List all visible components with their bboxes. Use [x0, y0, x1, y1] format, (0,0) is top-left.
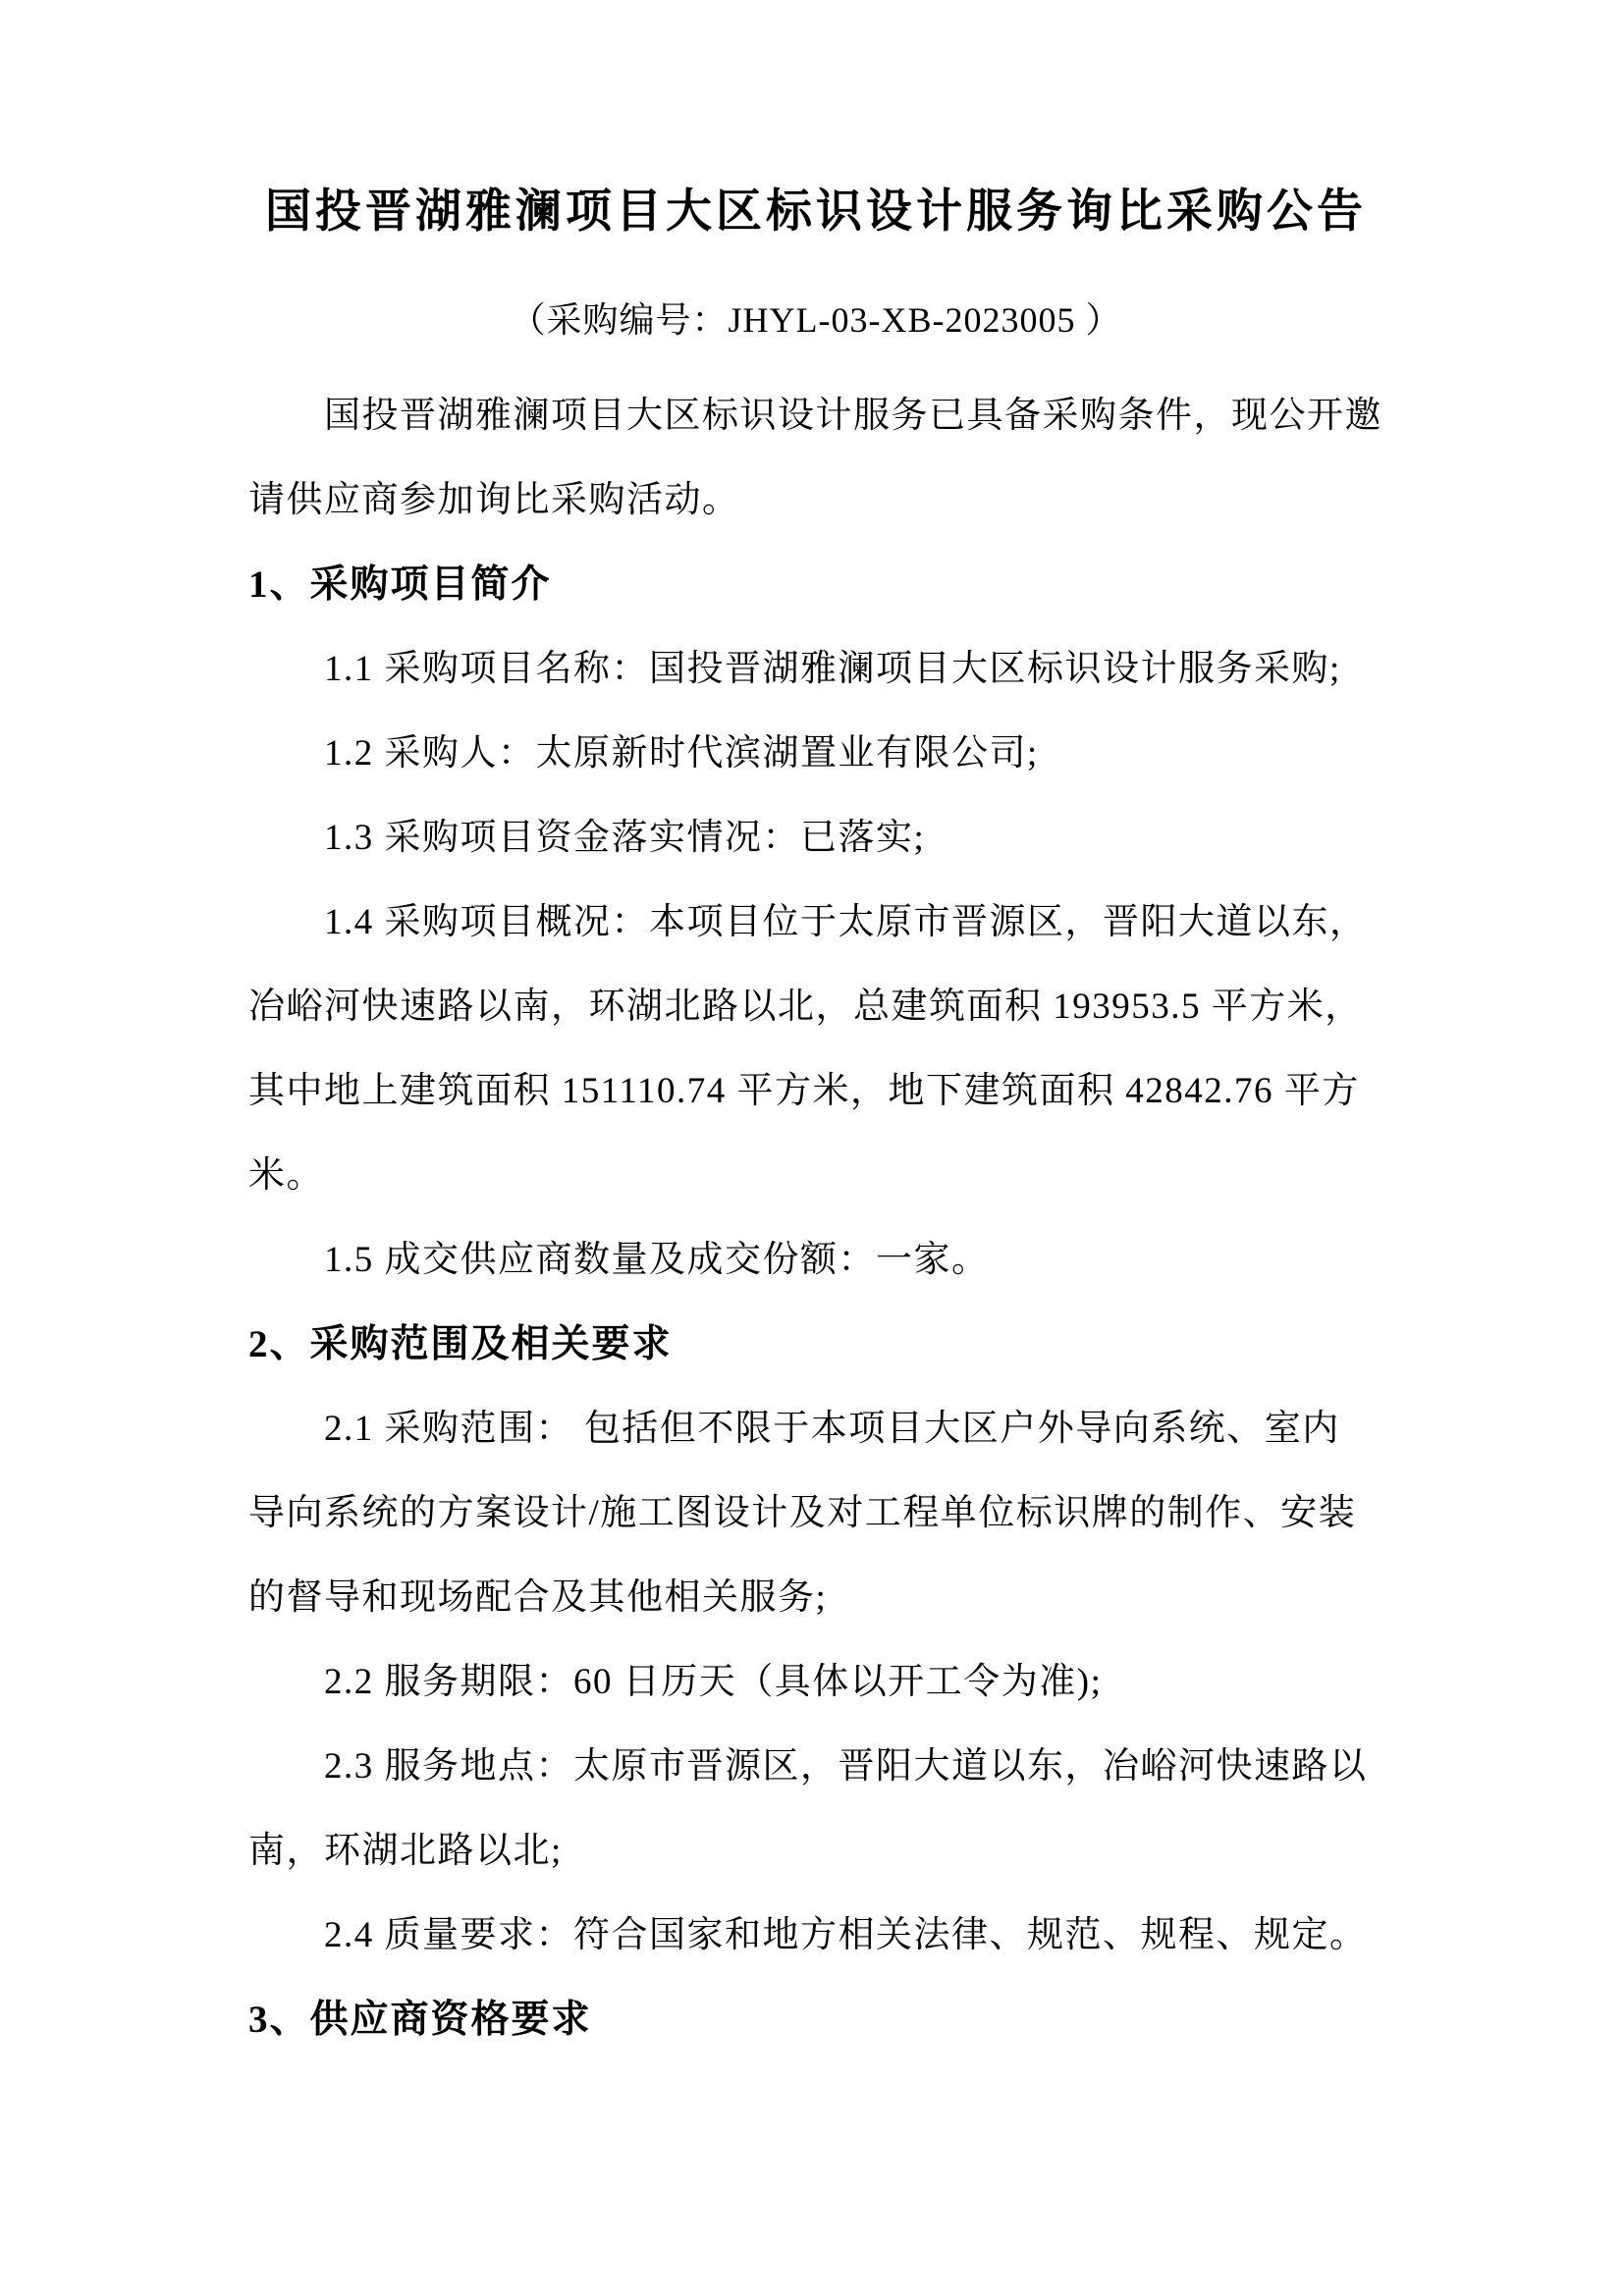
- document-body: [248, 374, 1383, 2062]
- paragraph-line: 1.5 成交供应商数量及成交份额：一家。: [324, 1240, 990, 1280]
- paragraph-line: 2.2 服务期限：60 日历天（具体以开工令为准);: [324, 1662, 1103, 1702]
- paragraph-line: 2.4 质量要求：符合国家和地方相关法律、规范、规程、规定。: [324, 1915, 1368, 1955]
- paragraph-line: 2.1 采购范围： 包括但不限于本项目大区户外导向系统、室内: [324, 1409, 1340, 1449]
- paragraph-line: 米。: [248, 1155, 324, 1196]
- paragraph-line: 其中地上建筑面积 151110.74 平方米，地下建筑面积 42842.76 平方: [248, 1071, 1360, 1111]
- paragraph-line: 冶峪河快速路以南，环湖北路以北，总建筑面积 193953.5 平方米，: [248, 987, 1363, 1027]
- paragraph-line: 1.1 采购项目名称：国投晋湖雅澜项目大区标识设计服务采购;: [324, 649, 1341, 689]
- paragraph-line: 1.3 采购项目资金落实情况：已落实;: [324, 818, 926, 858]
- paragraph-line: 的督导和现场配合及其他相关服务;: [248, 1577, 828, 1618]
- section-heading: 3、供应商资格要求: [248, 1999, 592, 2041]
- paragraph-line: 导向系统的方案设计/施工图设计及对工程单位标识牌的制作、安装: [248, 1493, 1357, 1533]
- procurement-number: （采购编号：JHYL-03-XB-2023005 ）: [510, 300, 1122, 340]
- paragraph-line: 南，环湖北路以北;: [248, 1831, 563, 1871]
- section-heading: 1、采购项目简介: [248, 563, 552, 606]
- section-heading: 2、采购范围及相关要求: [248, 1323, 673, 1365]
- paragraph-line: 请供应商参加询比采购活动。: [248, 480, 740, 520]
- paragraph-line: 国投晋湖雅澜项目大区标识设计服务已具备采购条件，现公开邀: [324, 396, 1382, 436]
- paragraph-line: 2.3 服务地点：太原市晋源区，晋阳大道以东，冶峪河快速路以: [324, 1746, 1368, 1787]
- document-title: 国投晋湖雅澜项目大区标识设计服务询比采购公告: [265, 187, 1367, 238]
- paragraph-line: 1.4 采购项目概况：本项目位于太原市晋源区，晋阳大道以东，: [324, 902, 1368, 942]
- paragraph-line: 1.2 采购人：太原新时代滨湖置业有限公司;: [324, 733, 1039, 774]
